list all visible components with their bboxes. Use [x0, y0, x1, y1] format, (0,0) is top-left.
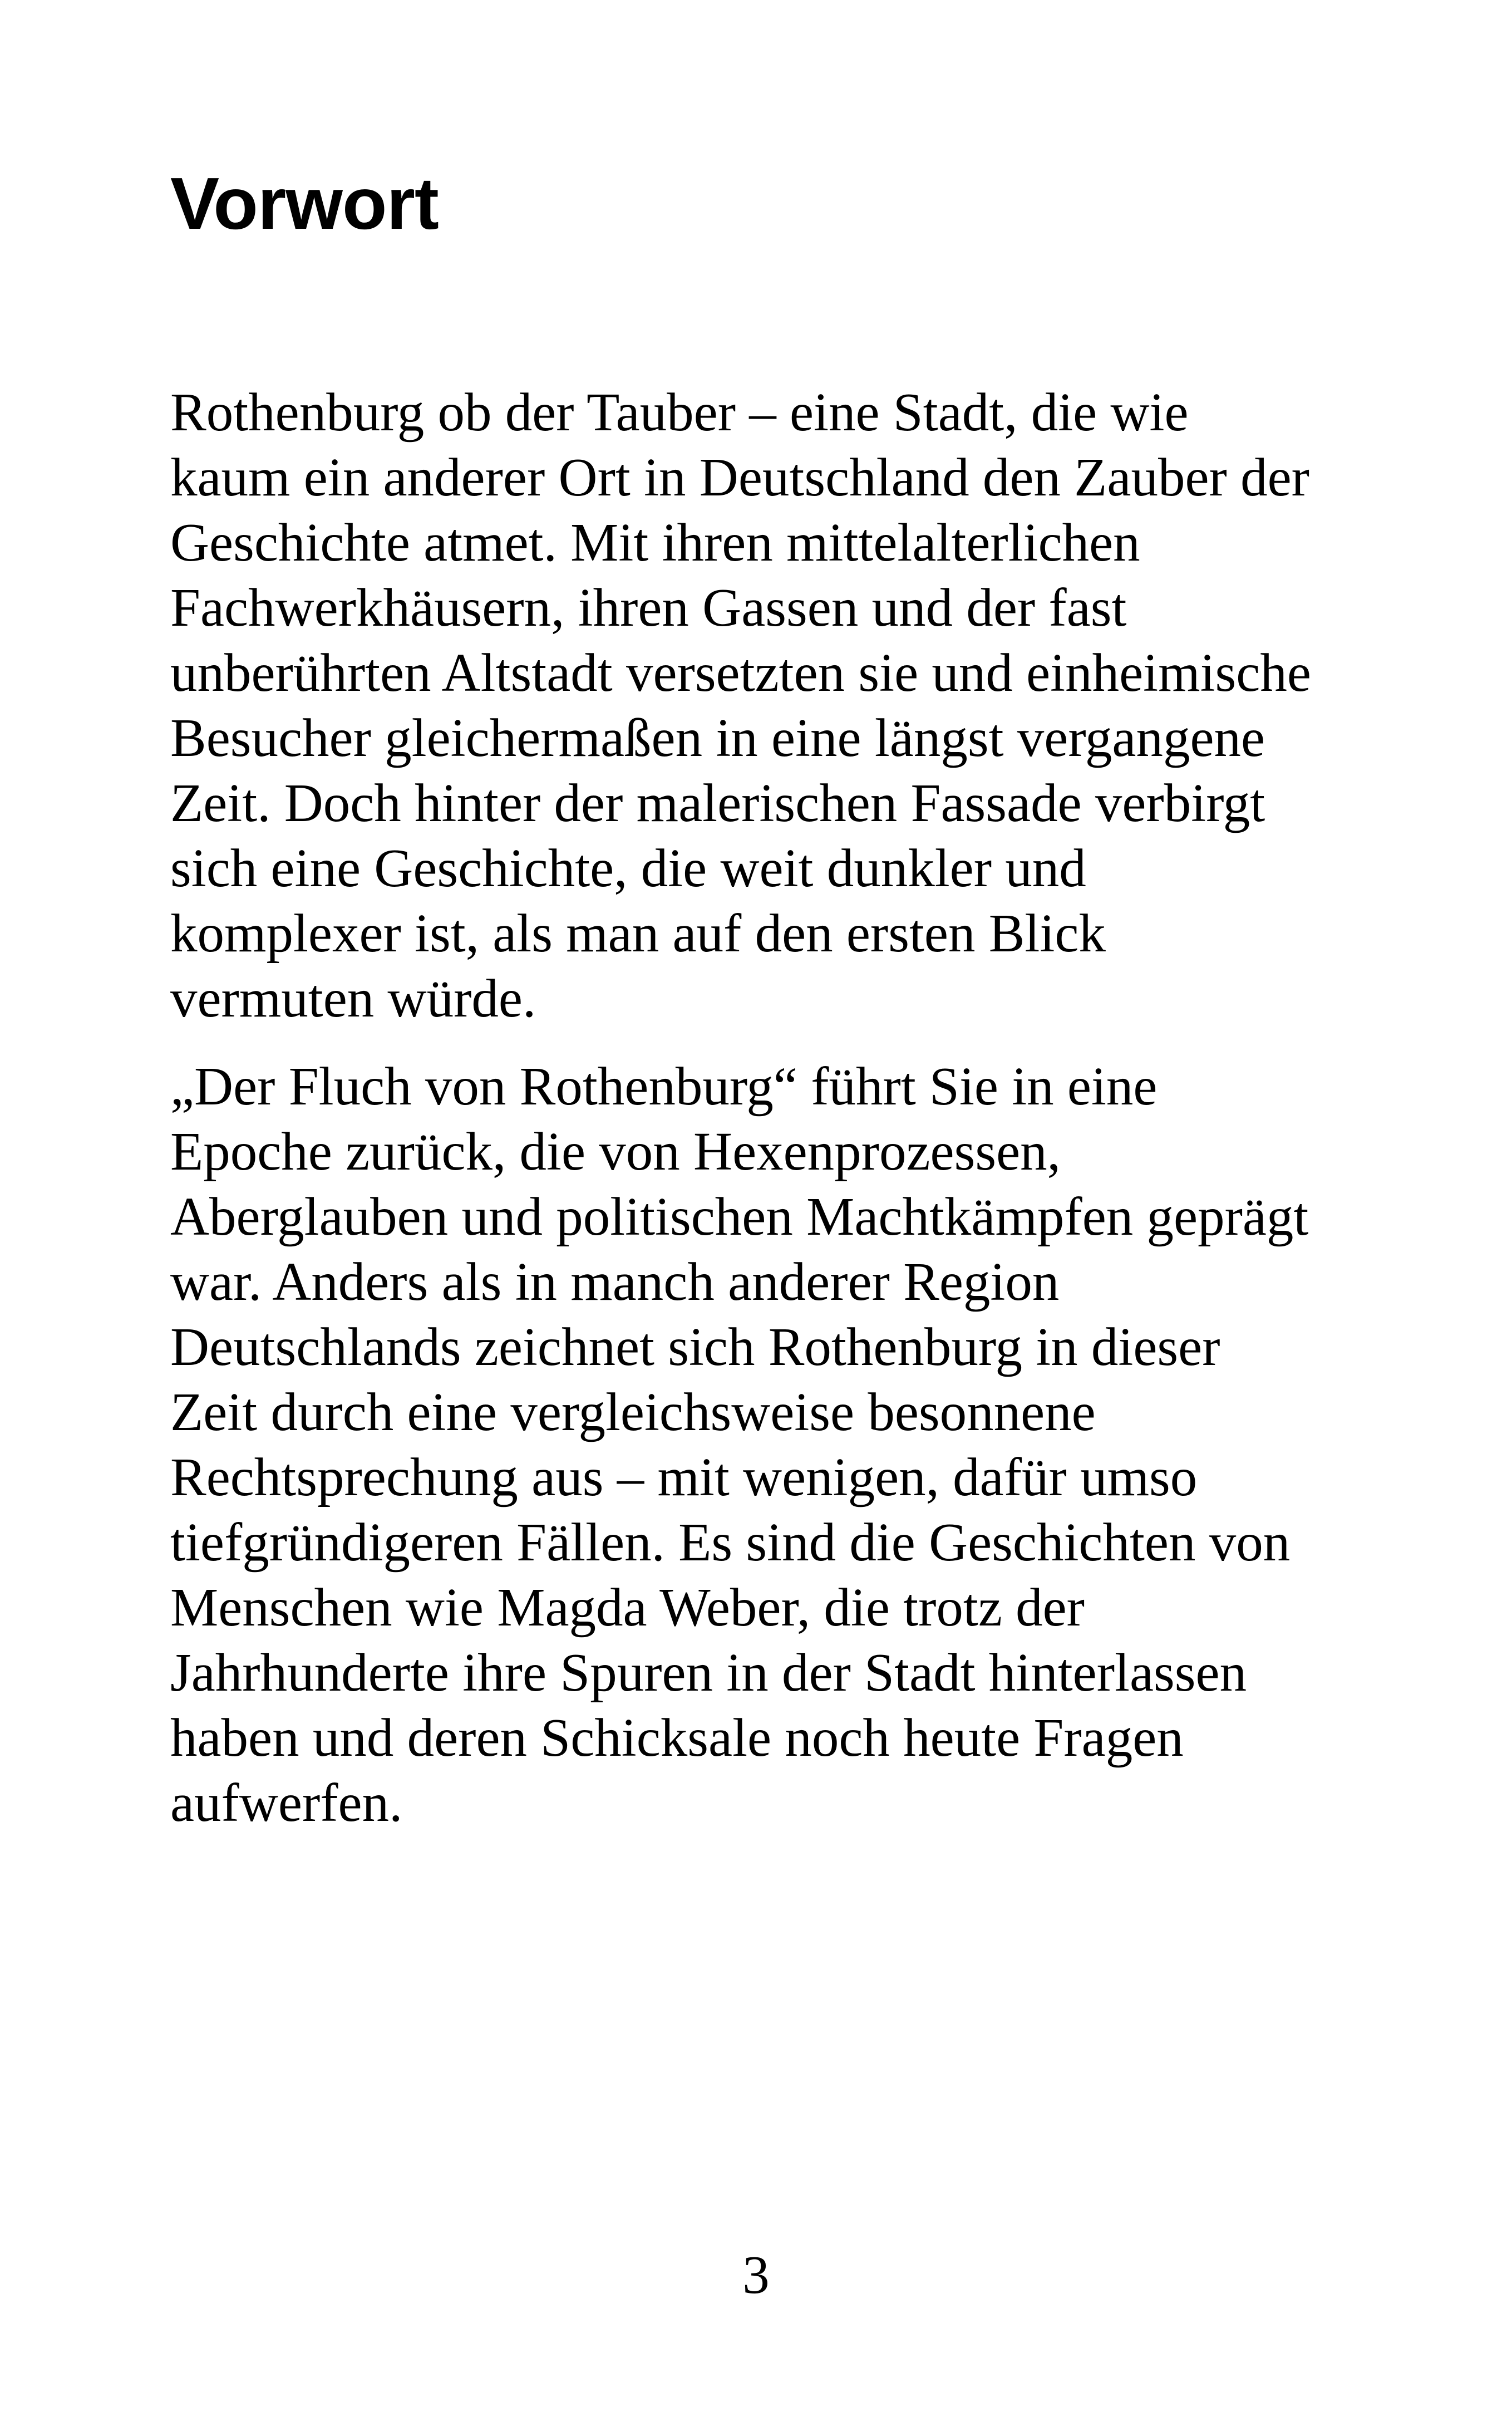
page-number: 3: [742, 2245, 770, 2305]
text-line: Jahrhunderte ihre Spuren in der Stadt hinterlassen: [170, 1643, 1247, 1702]
text-line: kaum ein anderer Ort in Deutschland den Zauber der: [170, 448, 1309, 507]
text-line: aufwerfen.: [170, 1773, 403, 1833]
text-line: unberührten Altstadt versetzten sie und einheimische: [170, 643, 1311, 703]
paragraph-1: [170, 380, 1311, 1031]
text-line: vermuten würde.: [170, 969, 536, 1028]
paragraph-2: [170, 1054, 1308, 1835]
text-line: Aberglauben und politischen Machtkämpfen geprägt: [170, 1187, 1309, 1246]
text-line: war. Anders als in manch anderer Region: [170, 1252, 1060, 1312]
text-line: Geschichte atmet. Mit ihren mittelalterlichen: [170, 513, 1140, 572]
text-line: Fachwerkhäusern, ihren Gassen und der fast: [170, 578, 1127, 637]
text-line: Zeit. Doch hinter der malerischen Fassade verbirgt: [170, 773, 1265, 833]
text-line: Menschen wie Magda Weber, die trotz der: [170, 1578, 1085, 1637]
text-line: Zeit durch eine vergleichsweise besonnene: [170, 1382, 1096, 1442]
text-line: Rechtsprechung aus – mit wenigen, dafür umso: [170, 1447, 1198, 1507]
text-line: sich eine Geschichte, die weit dunkler und: [170, 838, 1086, 898]
text-line: Epoche zurück, die von Hexenprozessen,: [170, 1122, 1061, 1181]
page-title: Vorwort: [170, 163, 439, 244]
text-line: haben und deren Schicksale noch heute Fragen: [170, 1708, 1184, 1767]
text-line: Besucher gleichermaßen in eine längst vergangene: [170, 708, 1265, 768]
text-line: Deutschlands zeichnet sich Rothenburg in dieser: [170, 1317, 1220, 1377]
text-line: komplexer ist, als man auf den ersten Blick: [170, 903, 1106, 963]
text-line: tiefgründigeren Fällen. Es sind die Geschichten von: [170, 1512, 1291, 1572]
text-line: „Der Fluch von Rothenburg“ führt Sie in eine: [170, 1057, 1158, 1116]
text-line: Rothenburg ob der Tauber – eine Stadt, die wie: [170, 382, 1189, 442]
